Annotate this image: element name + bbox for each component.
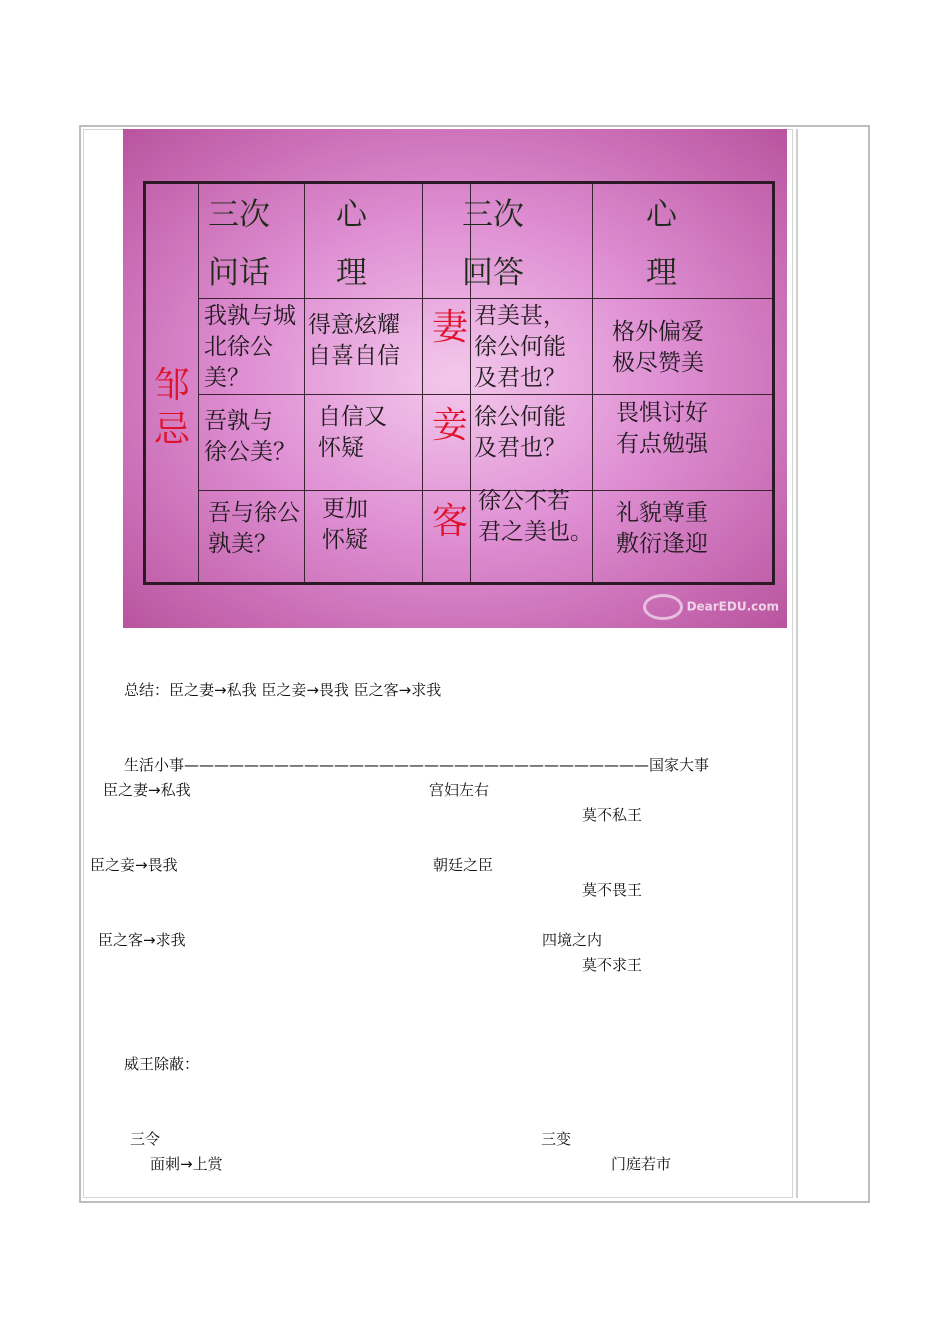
court-line: 朝廷之臣 <box>433 856 494 874</box>
weiwang-heading: 威王除蔽： <box>124 1055 200 1073</box>
logo-icon <box>643 594 683 620</box>
table-hline <box>198 394 772 395</box>
answer-mind-2: 畏惧讨好 有点勉强 <box>616 400 708 457</box>
no-fear-line: 莫不畏王 <box>582 881 643 899</box>
no-private-line: 莫不私王 <box>582 806 643 824</box>
question-2: 吾孰与 徐公美？ <box>204 408 296 465</box>
men-ting-line: 门庭若市 <box>611 1155 672 1173</box>
borders-line: 四境之内 <box>542 931 603 949</box>
mian-ci-line: 面刺→上赏 <box>150 1155 223 1173</box>
summary-line: 总结：臣之妻→私我 臣之妾→畏我 臣之客→求我 <box>124 681 442 699</box>
header-mind-1: 心 理 <box>336 197 367 291</box>
life-to-state-line: 生活小事———————————————————————————————国家大事 <box>124 756 710 774</box>
table-vline <box>198 184 199 582</box>
header-questions: 三次 问话 <box>208 197 270 291</box>
answer-1: 君美甚， 徐公何能 及君也？ <box>474 303 566 391</box>
column-divider <box>796 129 798 1198</box>
answer-mind-1: 格外偏爱 极尽赞美 <box>612 319 704 376</box>
answer-who-1: 妻 <box>432 307 469 348</box>
question-1: 我孰与城 北徐公 美？ <box>204 303 296 391</box>
answer-mind-3: 礼貌尊重 敷衍逢迎 <box>616 500 708 557</box>
wife-line: 臣之妻→私我 <box>103 781 191 799</box>
watermark-logo: DearEDU.com <box>643 594 779 620</box>
slide-image <box>123 129 787 628</box>
palace-line: 宫妇左右 <box>429 781 490 799</box>
san-ling: 三令 <box>130 1130 161 1148</box>
question-3: 吾与徐公 孰美？ <box>208 500 300 557</box>
header-answers: 三次 回答 <box>462 197 524 291</box>
question-mind-3: 更加 怀疑 <box>322 496 368 553</box>
header-mind-2: 心 理 <box>646 197 677 291</box>
concubine-line: 臣之妾→畏我 <box>90 856 178 874</box>
question-mind-2: 自信又 怀疑 <box>318 404 387 461</box>
no-seek-line: 莫不求王 <box>582 956 643 974</box>
side-label-zouji: 邹 忌 <box>154 365 191 450</box>
question-mind-1: 得意炫耀 自喜自信 <box>308 312 400 369</box>
table-vline <box>304 184 305 582</box>
guest-line: 臣之客→求我 <box>98 931 186 949</box>
table-vline <box>422 184 423 582</box>
answer-2: 徐公何能 及君也？ <box>474 404 566 461</box>
answer-who-3: 客 <box>432 501 469 542</box>
san-bian: 三变 <box>541 1130 572 1148</box>
slide-table <box>143 181 775 585</box>
answer-who-2: 妾 <box>432 405 469 446</box>
answer-3: 徐公不若 君之美也。 <box>478 488 593 545</box>
